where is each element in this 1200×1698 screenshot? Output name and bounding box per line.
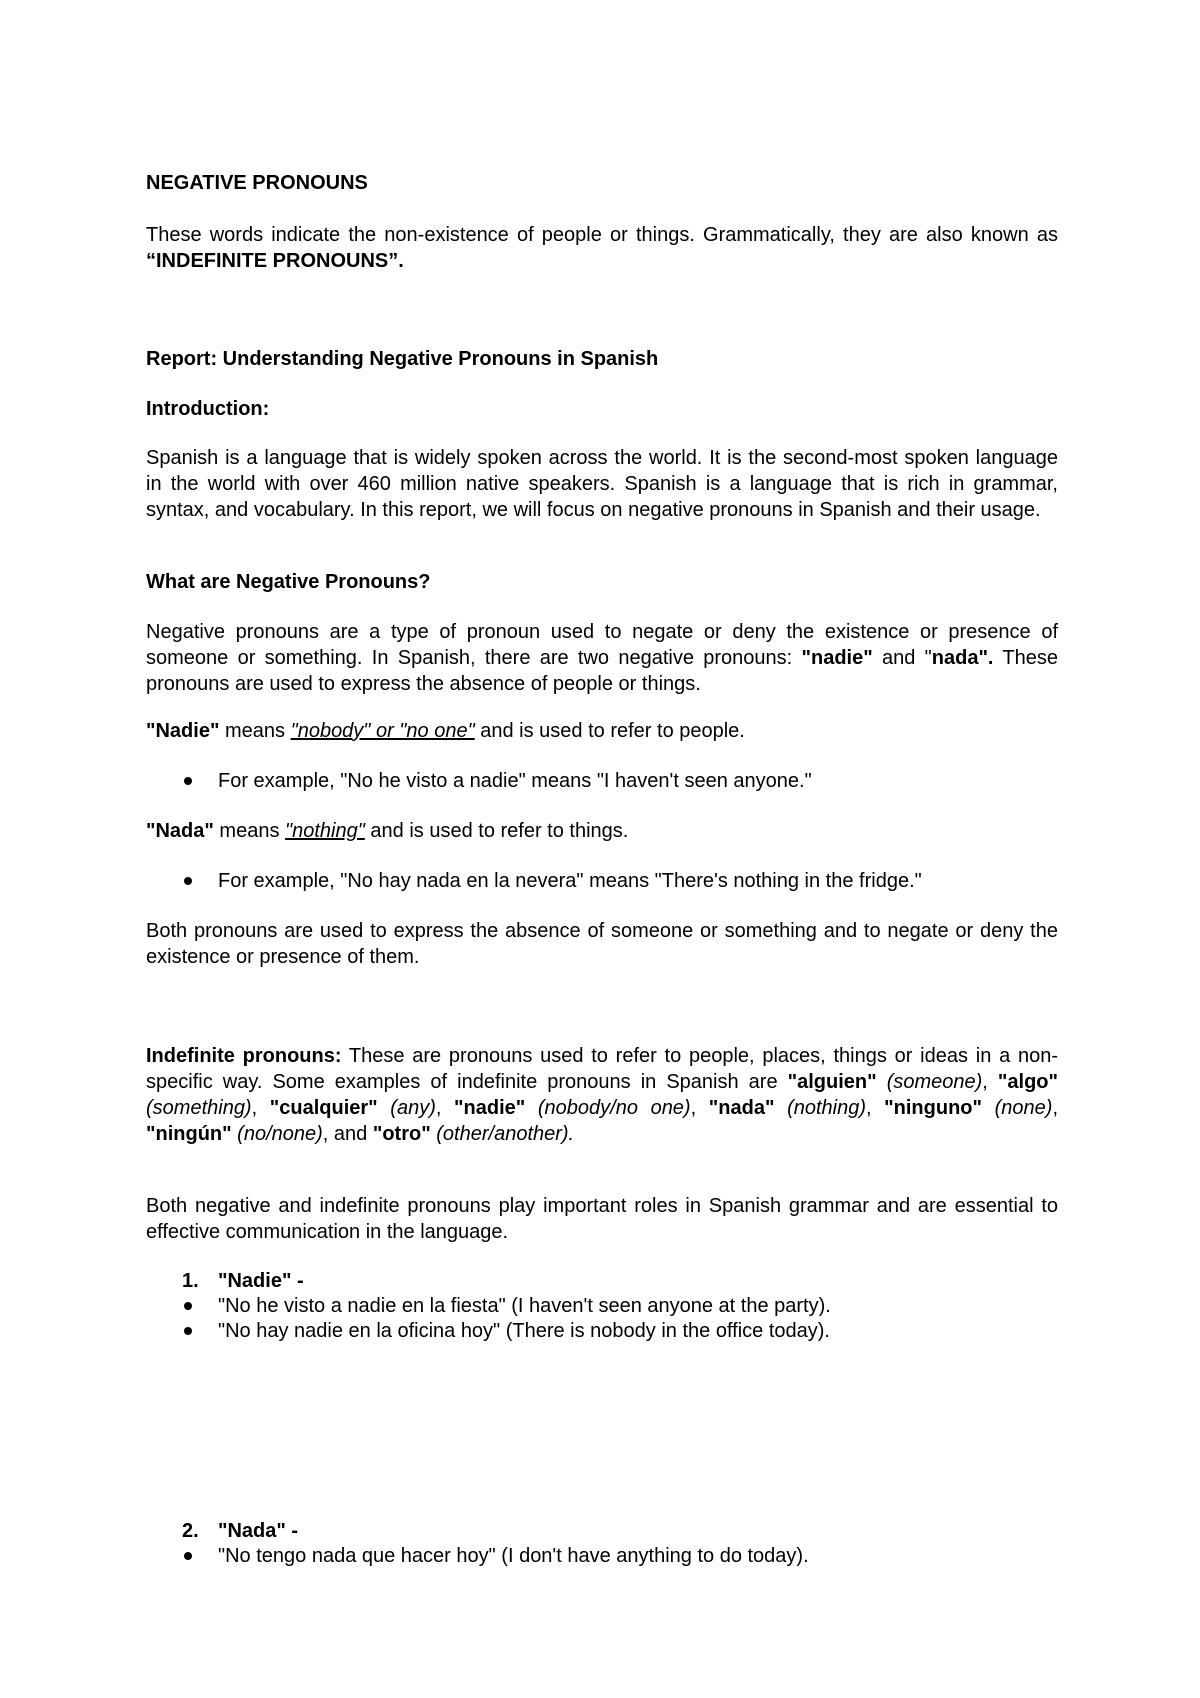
nadie-term: "Nadie" xyxy=(146,720,220,742)
nada-means: means xyxy=(213,820,286,842)
bullet-icon xyxy=(184,1327,192,1335)
both-absence-paragraph: Both pronouns are used to express the absence of someone or something and to negate or deny the existence or presence of them. xyxy=(146,920,1058,968)
pronoun-word: "cualquier" xyxy=(269,1097,378,1119)
pronoun-gloss: (other/another). xyxy=(436,1123,575,1145)
what-are-text: Negative pronouns are a type of pronoun used to negate or deny the existence or presence of someone or something. In Spanish, there are two negative pronouns: xyxy=(146,621,1058,669)
introduction-heading: Introduction: xyxy=(146,398,270,420)
report-title: Report: Understanding Negative Pronouns in Spanish xyxy=(146,348,659,370)
document-title: NEGATIVE PRONOUNS xyxy=(146,172,368,194)
what-are-heading: What are Negative Pronouns? xyxy=(146,571,431,593)
pronoun-gloss: (any) xyxy=(390,1097,436,1119)
nada-term: "Nada" xyxy=(146,820,214,842)
item-label: "Nadie" - xyxy=(218,1270,304,1292)
pronoun-gloss: (no/none) xyxy=(237,1123,323,1145)
both-roles-paragraph: Both negative and indefinite pronouns play important roles in Spanish grammar and are essential to effective communication in the language. xyxy=(146,1195,1058,1243)
what-are-and: and " xyxy=(872,647,932,669)
term-nada: nada". xyxy=(931,647,994,669)
nada-rest: and is used to refer to things. xyxy=(364,820,629,842)
nadie-meaning: "nobody" or "no one" xyxy=(290,720,475,742)
example-text: "No he visto a nadie en la fiesta" (I haven't seen anyone at the party). xyxy=(218,1295,831,1317)
nadie-rest: and is used to refer to people. xyxy=(474,720,745,742)
nadie-example: For example, "No he visto a nadie" means "I haven't seen anyone." xyxy=(218,770,812,792)
pronoun-gloss: (none) xyxy=(994,1097,1053,1119)
pronoun-gloss: (someone) xyxy=(886,1071,983,1093)
bullet-icon xyxy=(184,777,192,785)
pronoun-word: "ninguno" xyxy=(884,1097,982,1119)
item-label: "Nada" - xyxy=(218,1520,299,1542)
introduction-body: Spanish is a language that is widely spoken across the world. It is the second-most spoken language in the world with over 460 million native speakers. Spanish is a language that is rich in grammar, syntax, and vocabulary. In this report, we will focus on negative pronouns in Spanish and their usage. xyxy=(146,447,1058,521)
intro-bold-term: “INDEFINITE PRONOUNS”. xyxy=(146,250,404,272)
indefinite-text: These are pronouns used to refer to people, places, things or ideas in a non-specific way. Some examples of indefinite pronouns in Spanish are xyxy=(146,1045,1058,1093)
pronoun-word: "alguien" xyxy=(787,1071,877,1093)
intro-paragraph xyxy=(146,222,1058,274)
pronoun-word: "ningún" xyxy=(146,1123,232,1145)
pronoun-word: "nada" xyxy=(708,1097,775,1119)
nada-definition xyxy=(146,818,1058,844)
example-text: "No tengo nada que hacer hoy" (I don't have anything to do today). xyxy=(218,1545,809,1567)
nada-example: For example, "No hay nada en la nevera" means "There's nothing in the fridge." xyxy=(218,870,922,892)
indefinite-label: Indefinite pronouns: xyxy=(146,1045,342,1067)
nadie-definition xyxy=(146,718,1058,744)
pronoun-word: "nadie" xyxy=(454,1097,526,1119)
what-are-paragraph xyxy=(146,619,1058,697)
item-number: 2. xyxy=(182,1520,199,1542)
pronoun-word: "algo" xyxy=(997,1071,1058,1093)
what-are-end: These pronouns are used to express the absence of people or things. xyxy=(146,647,1058,695)
pronoun-word: "otro" xyxy=(372,1123,431,1145)
pronoun-gloss: (nobody/no one) xyxy=(537,1097,691,1119)
intro-text: These words indicate the non-existence of people or things. Grammatically, they are also known as xyxy=(146,224,1058,246)
nadie-means: means xyxy=(219,720,291,742)
example-text: "No hay nadie en la oficina hoy" (There is nobody in the office today). xyxy=(218,1320,830,1342)
term-nadie: "nadie" xyxy=(801,647,873,669)
pronoun-gloss: (something) xyxy=(146,1097,252,1119)
indefinite-paragraph: Indefinite pronouns: These are pronouns used to refer to people, places, things or ideas in a non-specific way. Some examples of indefinite pronouns in Spanish are "alguien" (someone), "algo" (something), "cualquier" (any), "nadie" (nobody/no one), "nada" (nothing), "ninguno" (none), "ningún" (no/none), and "otro" (other/another). xyxy=(146,1045,1058,1145)
nada-meaning: "nothing" xyxy=(285,820,365,842)
item-number: 1. xyxy=(182,1270,199,1292)
pronoun-gloss: (nothing) xyxy=(787,1097,866,1119)
indefinite-and: and xyxy=(333,1123,368,1145)
bullet-icon xyxy=(184,1302,192,1310)
bullet-icon xyxy=(184,877,192,885)
bullet-icon xyxy=(184,1552,192,1560)
